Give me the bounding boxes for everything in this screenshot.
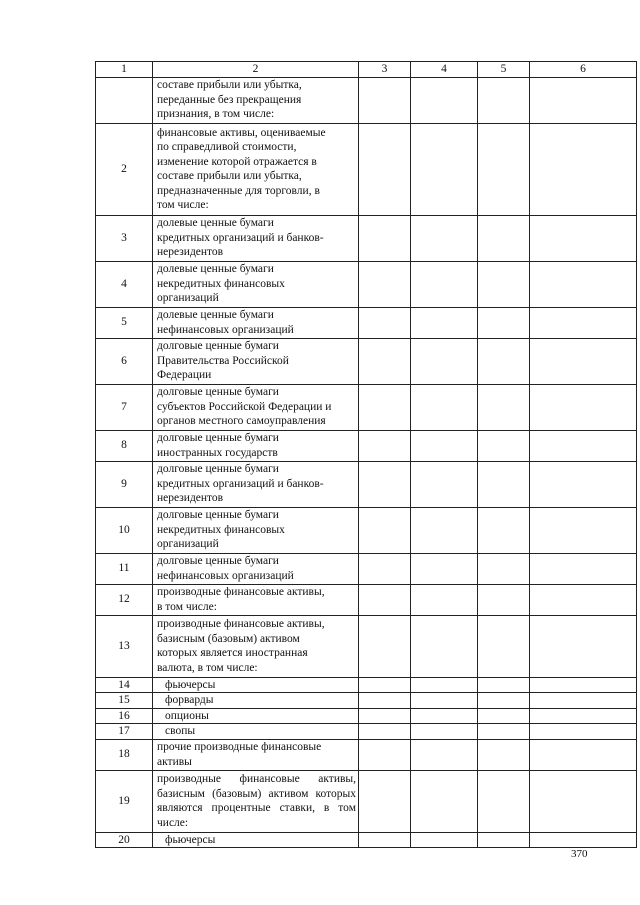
row-description: долговые ценные бумаги некредитных финансовых организаций [153,507,359,553]
value-cell-col-5 [478,724,530,740]
header-col-6: 6 [530,62,637,78]
table-row [96,677,637,693]
value-cell-col-4 [411,770,478,832]
value-cell-col-4 [411,307,478,338]
value-cell-col-5 [478,507,530,553]
value-cell-col-6 [530,770,637,832]
value-cell-col-5 [478,677,530,693]
table-row [96,461,637,507]
table-row [96,507,637,553]
row-description: фьючерсы [153,677,359,693]
header-col-5: 5 [478,62,530,78]
row-description: опционы [153,708,359,724]
value-cell-col-6 [530,584,637,615]
row-description: производные финансовые активы, базисным (базовым) активом которых являются процентные ставки, в том числе: [153,770,359,832]
table-body [96,77,637,848]
row-number: 7 [96,384,153,430]
row-description: составе прибыли или убытка, переданные без прекращения признания, в том числе: [153,77,359,123]
value-cell-col-6 [530,677,637,693]
value-cell-col-6 [530,338,637,384]
value-cell-col-6 [530,77,637,123]
table-row [96,430,637,461]
value-cell-col-4 [411,553,478,584]
value-cell-col-5 [478,123,530,215]
value-cell-col-3 [359,338,411,384]
value-cell-col-3 [359,77,411,123]
value-cell-col-4 [411,708,478,724]
table-row [96,708,637,724]
value-cell-col-6 [530,384,637,430]
value-cell-col-5 [478,770,530,832]
row-description: производные финансовые активы, базисным (базовым) активом которых является иностранная валюта, в том числе: [153,615,359,677]
value-cell-col-5 [478,77,530,123]
table-row [96,338,637,384]
table-row [96,123,637,215]
value-cell-col-3 [359,553,411,584]
value-cell-col-3 [359,123,411,215]
row-description: долговые ценные бумаги Правительства Российской Федерации [153,338,359,384]
row-description: форварды [153,693,359,709]
row-number: 17 [96,724,153,740]
value-cell-col-5 [478,739,530,770]
value-cell-col-5 [478,553,530,584]
value-cell-col-5 [478,693,530,709]
value-cell-col-3 [359,693,411,709]
value-cell-col-4 [411,584,478,615]
value-cell-col-6 [530,739,637,770]
value-cell-col-3 [359,677,411,693]
row-description: свопы [153,724,359,740]
value-cell-col-3 [359,307,411,338]
row-description: финансовые активы, оцениваемые по справедливой стоимости, изменение которой отражается в составе прибыли или убытка, предназначенные для торговли, в том числе: [153,123,359,215]
row-description: производные финансовые активы, в том числе: [153,584,359,615]
value-cell-col-4 [411,123,478,215]
value-cell-col-5 [478,261,530,307]
value-cell-col-4 [411,430,478,461]
table-row [96,724,637,740]
value-cell-col-3 [359,708,411,724]
row-description: долговые ценные бумаги иностранных государств [153,430,359,461]
value-cell-col-5 [478,430,530,461]
value-cell-col-4 [411,507,478,553]
row-number: 4 [96,261,153,307]
row-description: долговые ценные бумаги субъектов Российской Федерации и органов местного самоуправления [153,384,359,430]
row-number: 15 [96,693,153,709]
value-cell-col-6 [530,430,637,461]
value-cell-col-5 [478,384,530,430]
table-row [96,770,637,832]
table-row [96,77,637,123]
table-row [96,615,637,677]
row-number: 6 [96,338,153,384]
row-description: прочие производные финансовые активы [153,739,359,770]
row-number: 14 [96,677,153,693]
row-number: 3 [96,215,153,261]
row-description: долговые ценные бумаги кредитных организаций и банков- нерезидентов [153,461,359,507]
row-number: 19 [96,770,153,832]
table-row [96,693,637,709]
value-cell-col-6 [530,215,637,261]
row-number: 18 [96,739,153,770]
value-cell-col-4 [411,261,478,307]
value-cell-col-5 [478,338,530,384]
value-cell-col-3 [359,384,411,430]
value-cell-col-4 [411,77,478,123]
table-row [96,739,637,770]
value-cell-col-3 [359,261,411,307]
value-cell-col-6 [530,261,637,307]
row-number: 9 [96,461,153,507]
value-cell-col-3 [359,724,411,740]
value-cell-col-4 [411,338,478,384]
row-number: 8 [96,430,153,461]
row-number: 16 [96,708,153,724]
value-cell-col-6 [530,708,637,724]
row-description: долевые ценные бумаги нефинансовых организаций [153,307,359,338]
value-cell-col-3 [359,507,411,553]
value-cell-col-6 [530,724,637,740]
value-cell-col-3 [359,832,411,848]
value-cell-col-3 [359,430,411,461]
row-number [96,77,153,123]
value-cell-col-3 [359,584,411,615]
value-cell-col-4 [411,461,478,507]
value-cell-col-3 [359,770,411,832]
value-cell-col-3 [359,739,411,770]
value-cell-col-6 [530,693,637,709]
row-description: долговые ценные бумаги нефинансовых организаций [153,553,359,584]
row-number: 20 [96,832,153,848]
row-number: 13 [96,615,153,677]
header-col-4: 4 [411,62,478,78]
value-cell-col-5 [478,584,530,615]
value-cell-col-4 [411,693,478,709]
value-cell-col-5 [478,615,530,677]
value-cell-col-4 [411,724,478,740]
value-cell-col-6 [530,615,637,677]
value-cell-col-6 [530,832,637,848]
value-cell-col-4 [411,739,478,770]
report-table [95,61,637,848]
row-number: 2 [96,123,153,215]
value-cell-col-5 [478,307,530,338]
page-number: 370 [571,848,588,860]
value-cell-col-5 [478,832,530,848]
row-description: долевые ценные бумаги кредитных организаций и банков- нерезидентов [153,215,359,261]
row-number: 5 [96,307,153,338]
header-col-1: 1 [96,62,153,78]
value-cell-col-5 [478,461,530,507]
value-cell-col-3 [359,615,411,677]
table-row [96,584,637,615]
table-row [96,215,637,261]
header-col-2: 2 [153,62,359,78]
value-cell-col-6 [530,553,637,584]
header-col-3: 3 [359,62,411,78]
value-cell-col-4 [411,677,478,693]
value-cell-col-6 [530,307,637,338]
value-cell-col-5 [478,708,530,724]
table-row [96,307,637,338]
value-cell-col-6 [530,123,637,215]
value-cell-col-3 [359,461,411,507]
value-cell-col-6 [530,507,637,553]
value-cell-col-6 [530,461,637,507]
row-number: 12 [96,584,153,615]
table-row [96,553,637,584]
value-cell-col-3 [359,215,411,261]
table-row [96,261,637,307]
row-number: 10 [96,507,153,553]
value-cell-col-4 [411,215,478,261]
value-cell-col-4 [411,384,478,430]
table-row [96,832,637,848]
value-cell-col-5 [478,215,530,261]
value-cell-col-4 [411,832,478,848]
value-cell-col-4 [411,615,478,677]
header-row [96,62,637,78]
row-description: фьючерсы [153,832,359,848]
table-row [96,384,637,430]
row-number: 11 [96,553,153,584]
row-description: долевые ценные бумаги некредитных финансовых организаций [153,261,359,307]
